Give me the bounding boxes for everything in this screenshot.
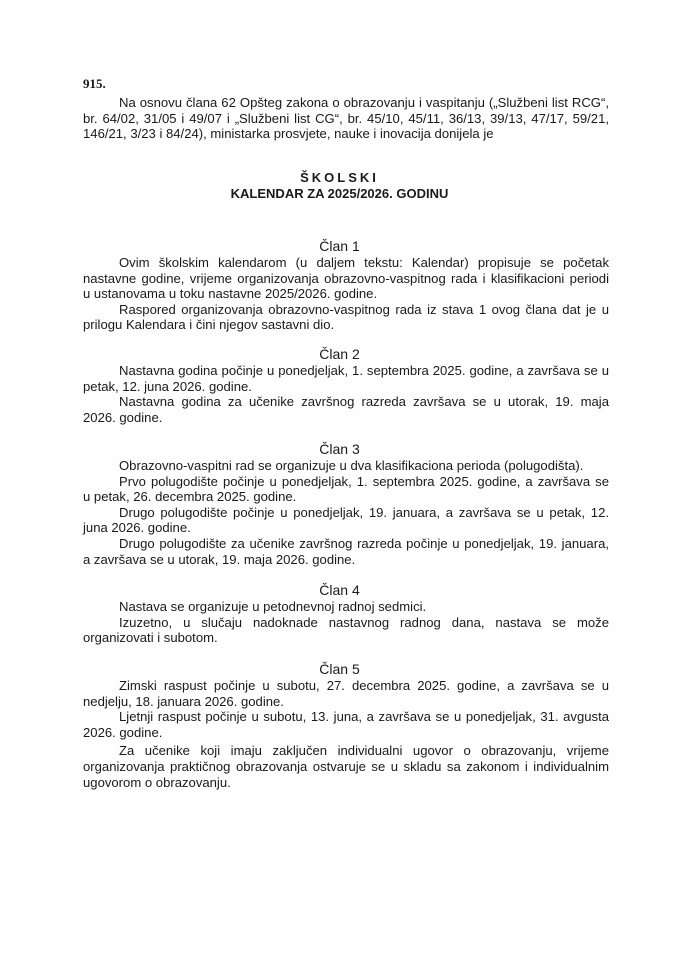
article-line: Raspored organizovanja obrazovno-vaspitnog rada iz stava 1 ovog člana dat je u	[119, 301, 609, 317]
article-line: Nastava se organizuje u petodnevnoj radnoj sedmici.	[119, 599, 427, 614]
article-line: Ovim školskim kalendarom (u daljem tekstu: Kalendar) propisuje se početak	[119, 255, 609, 270]
article-3-heading: Član 3	[319, 441, 360, 457]
article-line: Drugo polugodište počinje u ponedjeljak, 19. januara, a završava se u petak, 12.	[119, 504, 609, 520]
article-line: organizovati i subotom.	[83, 630, 218, 646]
document-title-line2: KALENDAR ZA 2025/2026. GODINU	[230, 186, 449, 201]
article-3-body	[83, 458, 609, 567]
preamble-line: Na osnovu člana 62 Opšteg zakona o obrazovanju i vaspitanju („Službeni list RCG“,	[119, 95, 609, 110]
article-line: Za učenike koji imaju zaključen individualni ugovor o obrazovanju, vrijeme	[119, 743, 609, 759]
article-line: 2026. godine.	[83, 409, 163, 425]
article-4-heading: Član 4	[319, 582, 360, 598]
article-line: petak, 12. juna 2026. godine.	[83, 378, 252, 394]
article-line: Zimski raspust počinje u subotu, 27. decembra 2025. godine, a završava se u	[119, 678, 609, 693]
article-line: Izuzetno, u slučaju nadoknade nastavnog radnog dana, nastava se može	[119, 614, 609, 630]
article-line: u ustanovama u toku nastavne 2025/2026. godine.	[83, 286, 378, 302]
article-line: Ljetnji raspust počinje u subotu, 13. juna, a završava se u ponedjeljak, 31. avgusta	[119, 709, 609, 725]
article-line: prilogu Kalendara i čini njegov sastavni dio.	[83, 317, 335, 333]
document-number: 915.	[83, 76, 106, 91]
document-title-line1: ŠKOLSKI	[300, 170, 379, 185]
article-line: 2026. godine.	[83, 724, 163, 740]
article-line: a završava se u utorak, 19. maja 2026. godine.	[83, 551, 356, 567]
article-2-body	[83, 363, 609, 425]
article-2-heading: Član 2	[319, 346, 360, 362]
article-line: u petak, 26. decembra 2025. godine.	[83, 489, 297, 505]
article-5-heading: Član 5	[319, 661, 360, 677]
article-line: nedjelju, 18. januara 2026. godine.	[83, 693, 284, 709]
preamble	[83, 95, 609, 142]
article-4-body	[83, 599, 609, 646]
article-line: ugovorom o obrazovanju.	[83, 774, 231, 790]
article-line: organizovanja praktičnog obrazovanja ostvaruje se u skladu sa zakonom i individualnim	[83, 758, 609, 774]
preamble-line: br. 64/02, 31/05 i 49/07 i „Službeni list CG“, br. 45/10, 45/11, 36/13, 39/13, 47/17, 59/21,	[83, 110, 609, 126]
article-line: Prvo polugodište počinje u ponedjeljak, 1. septembra 2025. godine, a završava se	[119, 473, 609, 489]
article-line: nastavne godine, vrijeme organizovanja obrazovno-vaspitnog rada i klasifikacioni periodi	[83, 270, 609, 286]
article-1-body	[83, 255, 609, 333]
article-line: Nastavna godina počinje u ponedjeljak, 1. septembra 2025. godine, a završava se u	[119, 363, 609, 378]
article-5-body	[83, 678, 609, 790]
article-line: juna 2026. godine.	[83, 520, 191, 536]
article-line: Nastavna godina za učenike završnog razreda završava se u utorak, 19. maja	[119, 394, 609, 410]
preamble-line: 146/21, 3/23 i 84/24), ministarka prosvjete, nauke i inovacija donijela je	[83, 126, 494, 142]
article-line: Drugo polugodište za učenike završnog razreda počinje u ponedjeljak, 19. januara,	[119, 535, 609, 551]
article-1-heading: Član 1	[319, 238, 360, 254]
article-line: Obrazovno-vaspitni rad se organizuje u dva klasifikaciona perioda (polugodišta).	[119, 458, 584, 473]
